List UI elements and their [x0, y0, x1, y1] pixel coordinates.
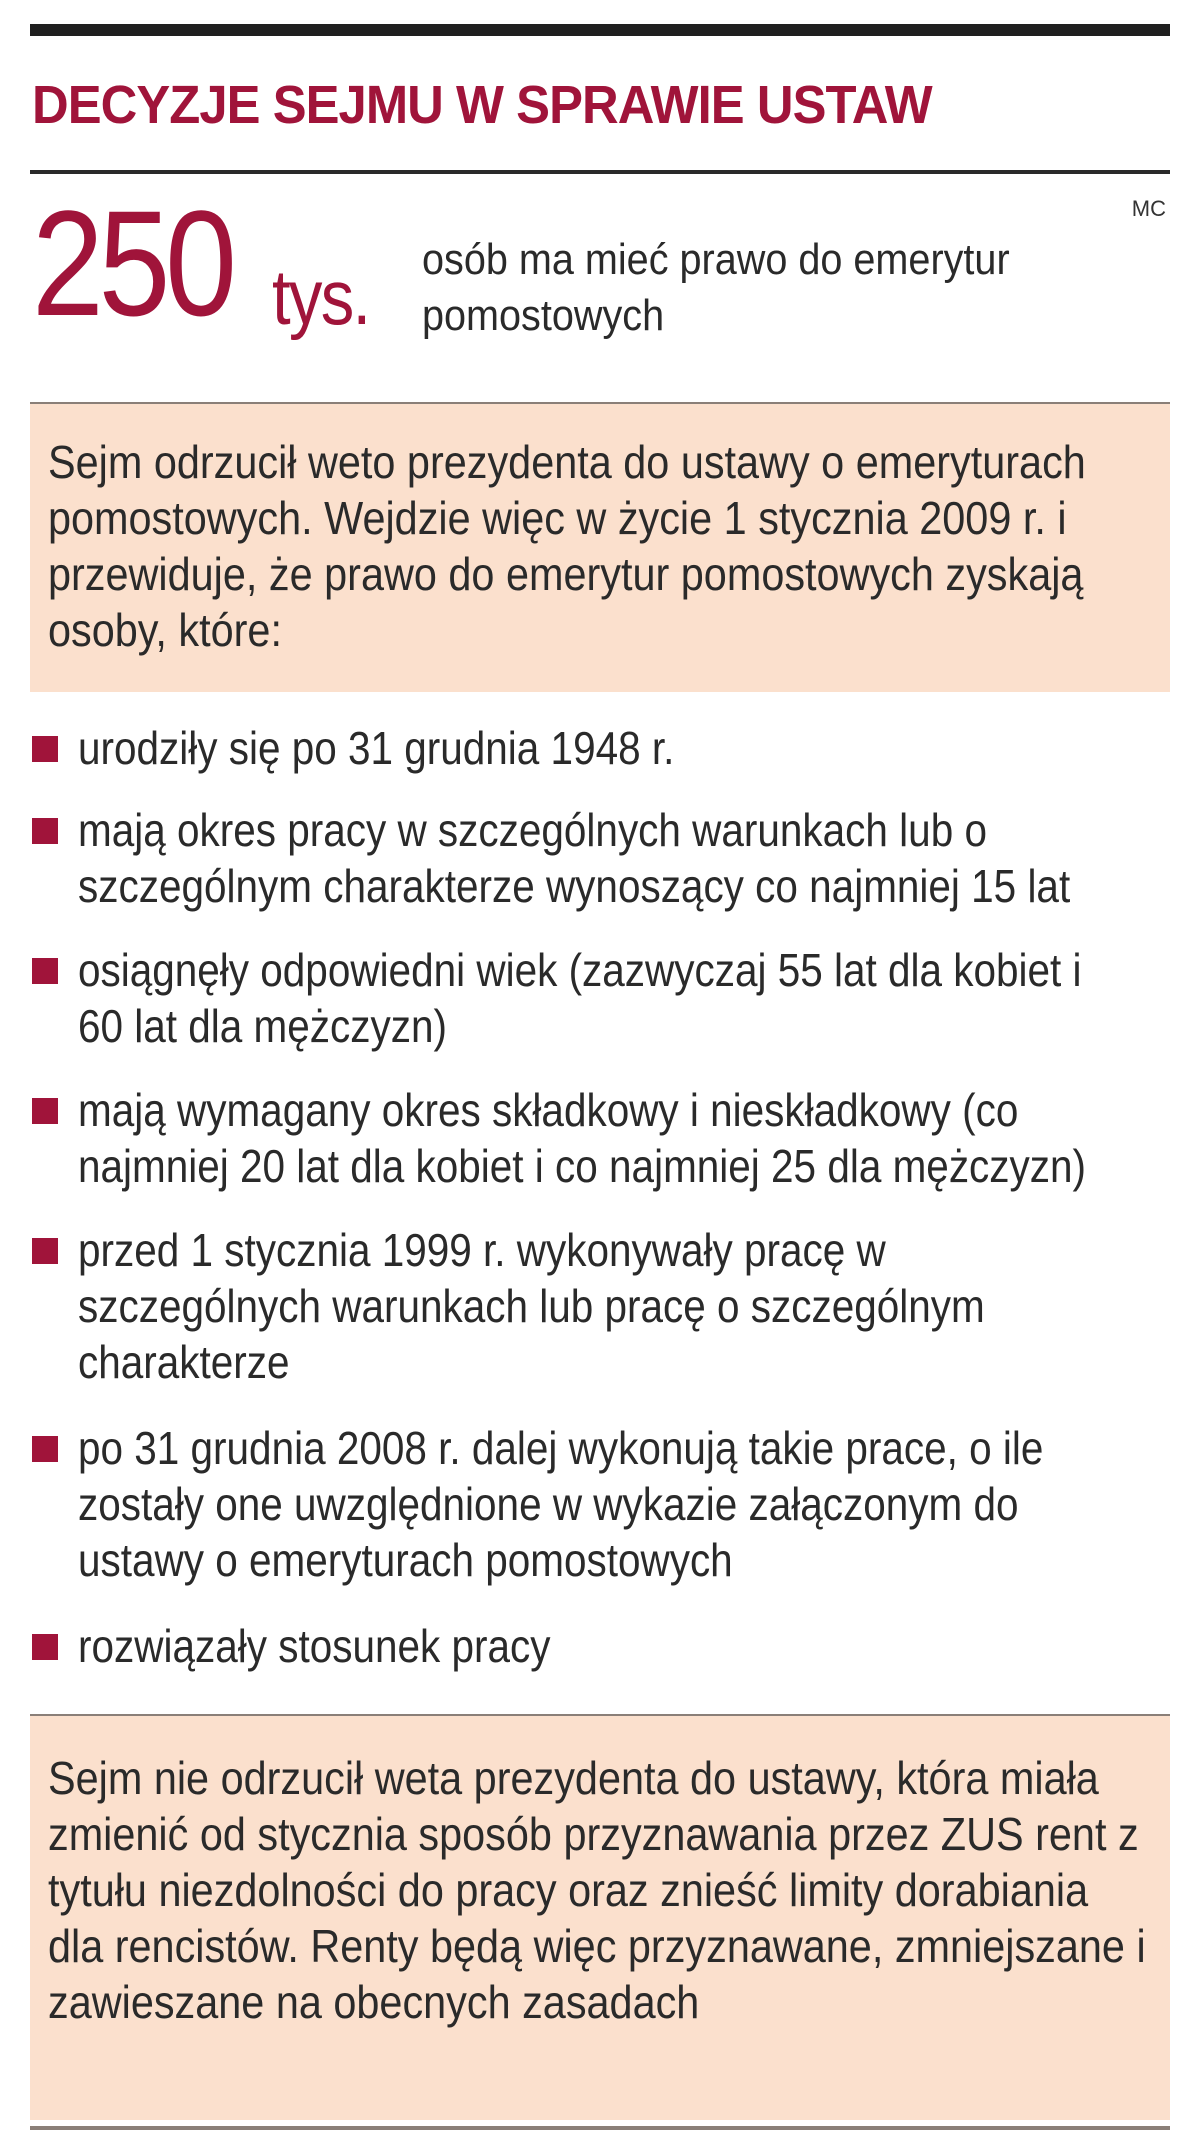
- list-item-text: po 31 grudnia 2008 r. dalej wykonują takie prace, o ile zostały one uwzględnione w wykazie załączonym do ustawy o emeryturach pomostowych: [78, 1422, 1044, 1586]
- square-bullet-icon: [32, 1098, 58, 1124]
- intro-box: [30, 404, 1170, 692]
- list-item-text: rozwiązały stosunek pracy: [78, 1620, 551, 1672]
- bottom-rule: [30, 2126, 1170, 2130]
- highlight-description: osób ma mieć prawo do emerytur pomostowych: [422, 235, 1010, 340]
- square-bullet-icon: [32, 736, 58, 762]
- square-bullet-icon: [32, 1238, 58, 1264]
- square-bullet-icon: [32, 818, 58, 844]
- conclusion-text: Sejm nie odrzucił weta prezydenta do ustawy, która miała zmienić od stycznia sposób przyznawania przez ZUS rent z tytułu niezdolności do pracy oraz znieść limity dorabiania dla rencistów. Renty będą więc przyznawane, zmniejszane i zawieszane na obecnych zasadach: [48, 1752, 1146, 2028]
- headline: DECYZJE SEJMU W SPRAWIE USTAW: [32, 75, 932, 135]
- top-rule: [30, 24, 1170, 36]
- intro-text: Sejm odrzucił weto prezydenta do ustawy o emeryturach pomostowych. Wejdzie więc w życie 1 stycznia 2009 r. i przewiduje, że prawo do emerytur pomostowych zyskają osoby, które:: [48, 436, 1086, 656]
- list-item-text: mają okres pracy w szczególnych warunkach lub o szczególnym charakterze wynoszący co najmniej 15 lat: [78, 804, 1071, 912]
- conclusion-box: [30, 1716, 1170, 2120]
- square-bullet-icon: [32, 1436, 58, 1462]
- list-item-text: osiągnęły odpowiedni wiek (zazwyczaj 55 lat dla kobiet i 60 lat dla mężczyzn): [78, 944, 1082, 1052]
- highlight-number: 250: [32, 179, 232, 347]
- highlight-unit: tys.: [272, 253, 370, 341]
- author-credit: MC: [1131, 196, 1166, 221]
- headline-rule: [30, 170, 1170, 174]
- infobox: [30, 0, 1170, 2136]
- list-item-text: przed 1 stycznia 1999 r. wykonywały pracę w szczególnych warunkach lub pracę o szczególnym charakterze: [78, 1224, 985, 1388]
- list-item-text: urodziły się po 31 grudnia 1948 r.: [78, 722, 675, 774]
- square-bullet-icon: [32, 1634, 58, 1660]
- square-bullet-icon: [32, 958, 58, 984]
- list-item-text: mają wymagany okres składkowy i nieskładkowy (co najmniej 20 lat dla kobiet i co najmniej 25 dla mężczyzn): [78, 1084, 1087, 1192]
